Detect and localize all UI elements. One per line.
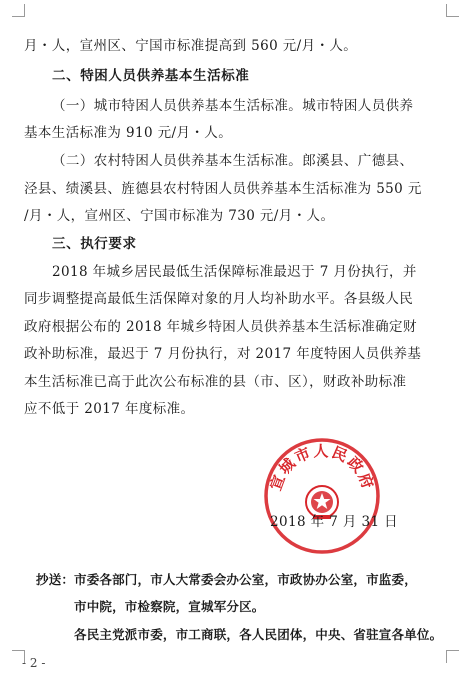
copy-to-line-1: 市委各部门，市人大常委会办公室，市政协办公室，市监委， bbox=[74, 572, 417, 587]
copy-to-label: 抄送： bbox=[36, 572, 75, 587]
page-number: - 2 - bbox=[22, 656, 46, 670]
body-line-14: 应不低于 2017 年度标准。 bbox=[24, 401, 195, 417]
crop-mark-bottom-right bbox=[446, 650, 459, 663]
copy-to-line-3: 各民主党派市委，市工商联，各人民团体，中央、省驻宣各单位。 bbox=[74, 627, 443, 642]
body-line-3: （一）城市特困人员供养基本生活标准。城市特困人员供养 bbox=[52, 98, 414, 114]
section-heading-3: 三、执行要求 bbox=[52, 236, 137, 252]
signature-date: 2018 年 7 月 31 日 bbox=[270, 514, 399, 530]
body-line-5: （二）农村特困人员供养基本生活标准。郎溪县、广德县、 bbox=[52, 153, 414, 169]
body-line-12: 政补助标准，最迟于 7 月份执行，对 2017 年度特困人员供养基 bbox=[24, 346, 422, 362]
section-heading-2: 二、特困人员供养基本生活标准 bbox=[52, 68, 250, 84]
copy-to-line-2: 市中院，市检察院，宣城军分区。 bbox=[74, 599, 265, 614]
crop-mark-top-right bbox=[446, 4, 459, 17]
body-line-10: 同步调整提高最低生活保障对象的月人均补助水平。各县级人民 bbox=[24, 291, 414, 307]
body-line-1: 月・人，宣州区、宁国市标准提高到 560 元/月・人。 bbox=[24, 38, 358, 54]
body-line-6: 泾县、绩溪县、旌德县农村特困人员供养基本生活标准为 550 元 bbox=[24, 181, 422, 197]
body-line-13: 本生活标准已高于此次公布标准的县（市、区），财政补助标准 bbox=[24, 374, 407, 390]
body-line-11: 政府根据公布的 2018 年城乡特困人员供养基本生活标准确定财 bbox=[24, 319, 417, 335]
body-line-4: 基本生活标准为 910 元/月・人。 bbox=[24, 125, 233, 141]
body-line-7: /月・人，宣州区、宁国市标准为 730 元/月・人。 bbox=[24, 208, 335, 224]
crop-mark-top-left bbox=[12, 4, 25, 17]
seal-text: 宣城市人民政府 bbox=[266, 442, 378, 493]
body-line-9: 2018 年城乡居民最低生活保障标准最迟于 7 月份执行，并 bbox=[52, 264, 417, 280]
official-seal bbox=[262, 436, 382, 556]
